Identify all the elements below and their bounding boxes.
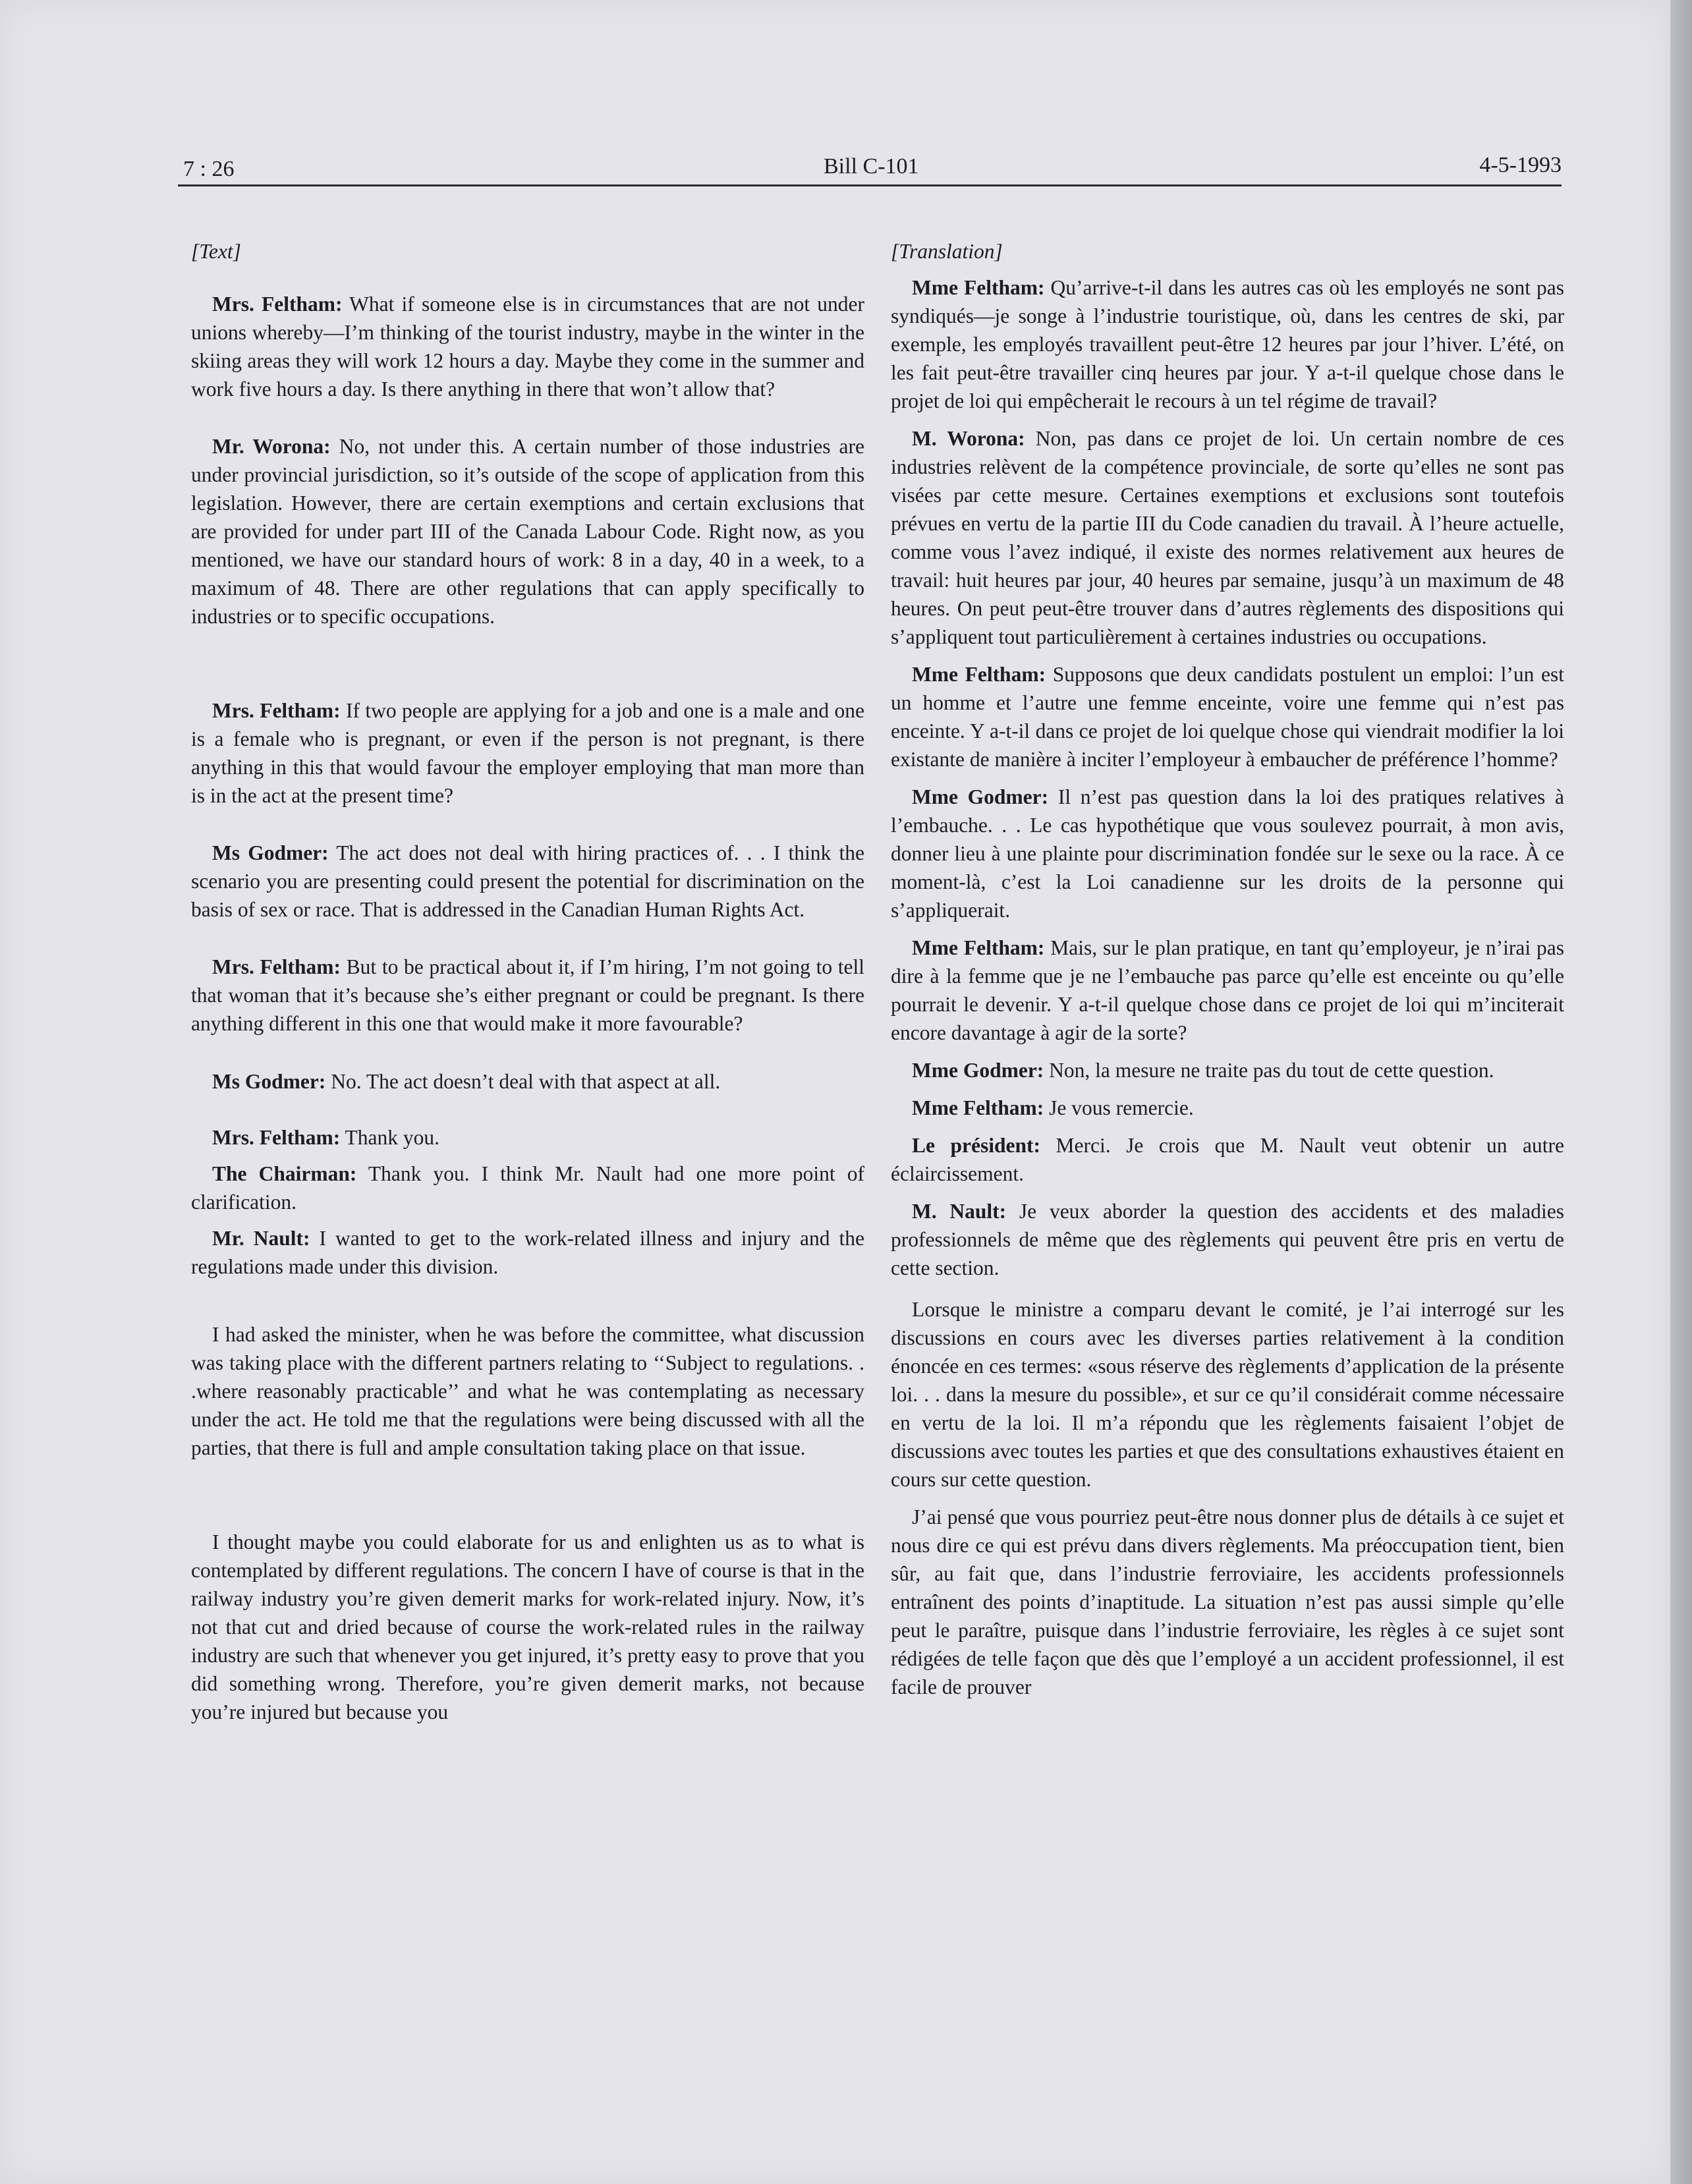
paragraph	[191, 953, 864, 1038]
paragraph	[891, 1094, 1564, 1122]
speech: The act does not deal with hiring practices of. . . I think the scenario you are presenting could present the potential for discrimination on the basis of sex or race. That is addressed in the Canadian Human Rights Act.	[191, 841, 864, 921]
speaker: Mme Feltham:	[912, 1096, 1044, 1119]
speech: What if someone else is in circumstances that are not under unions whereby—I’m thinking of the tourist industry, maybe in the winter in the skiing areas they will work 12 hours a day. Maybe they come in the summer and work five hours a day. Is there anything in there that won’t allow that?	[191, 293, 864, 401]
speaker: Le président:	[912, 1134, 1040, 1157]
speaker: Mrs. Feltham:	[212, 955, 341, 978]
speaker: Mr. Worona:	[212, 435, 331, 458]
speech: But to be practical about it, if I’m hiring, I’m not going to tell that woman that it’s because she’s either pregnant or could be pregnant. Is there anything different in this one that would make it more favourable?	[191, 955, 864, 1035]
paragraph	[891, 660, 1564, 773]
speaker: Ms Godmer:	[212, 841, 329, 864]
paragraph	[191, 290, 864, 403]
speech: Non, pas dans ce projet de loi. Un certain nombre de ces industries relèvent de la compétence provinciale, de sorte qu’elles ne sont pas visées par cette mesure. Certaines exemptions et exclusions sont toutefois prévues en vertu de la partie III du Code canadien du travail. À l’heure actuelle, comme vous l’avez indiqué, il existe des normes relativement aux heures de travail: huit heures par jour, 40 heures par semaine, jusqu’à un maximum de 48 heures. On peut peut-être trouver dans d’autres règlements des dispositions qui s’appliquent tout particulièrement à certaines industries ou occupations.	[891, 427, 1564, 648]
paragraph	[891, 1197, 1564, 1282]
french-column	[891, 237, 1564, 1701]
speech: Il n’est pas question dans la loi des pratiques relatives à l’embauche. . . Le cas hypothétique que vous soulevez pourrait, à mon avis, donner lieu à une plainte pour discrimination fondée sur le sexe ou la race. À ce moment-là, c’est la Loi canadienne sur les droits de la personne qui s’appliquerait.	[891, 785, 1564, 922]
paragraph	[891, 783, 1564, 924]
paragraph	[891, 934, 1564, 1047]
speaker: Mr. Nault:	[212, 1227, 310, 1250]
column-label: [Translation]	[891, 240, 1003, 263]
bill-title: Bill C-101	[824, 154, 919, 179]
paragraph	[891, 1056, 1564, 1084]
paragraph	[191, 696, 864, 810]
speaker: Mme Feltham:	[912, 936, 1045, 959]
header-rule	[178, 184, 1562, 186]
speaker: The Chairman:	[212, 1162, 357, 1185]
running-head	[178, 153, 1562, 184]
speaker: Mrs. Feltham:	[212, 293, 343, 316]
paragraph	[191, 1123, 864, 1152]
speech: Lorsque le ministre a comparu devant le comité, je l’ai interrogé sur les discussions en cours avec les diverses parties relativement à la condition énoncée en ces termes: «sous réserve des règlements d’application de la présente loi. . . dans la mesure du possible», et sur ce qu’il considérait comme nécessaire en vertu de la loi. Il m’a répondu que les règlements faisaient l’objet de discussions avec toutes les parties et que des consultations exhaustives étaient en cours sur cette question.	[891, 1298, 1564, 1491]
paragraph	[891, 1503, 1564, 1701]
speech: J’ai pensé que vous pourriez peut-être nous donner plus de détails à ce sujet et nous dire ce qui est prévu dans divers règlements. Ma préoccupation tient, bien sûr, au fait que, dans l’industrie ferroviaire, les accidents professionnels entraînent des points d’inaptitude. La situation n’est pas aussi simple qu’elle peut le paraître, puisque dans l’industrie ferroviaire, les règles à ce sujet sont rédigées de telle façon que dès que l’employé a un accident professionnel, il est facile de prouver	[891, 1505, 1564, 1698]
paragraph	[891, 424, 1564, 651]
issue-date: 4-5-1993	[1479, 153, 1562, 177]
speaker: Mrs. Feltham:	[212, 1126, 341, 1149]
speech: Qu’arrive-t-il dans les autres cas où les employés ne sont pas syndiqués—je songe à l’industrie touristique, où, dans les centres de ski, par exemple, les employés travaillent peut-être 12 heures par jour l’hiver. L’été, on les fait peut-être travailler cinq heures par jour. Y a-t-il quelque chose dans le projet de loi qui empêcherait le recours à un tel régime de travail?	[891, 276, 1565, 412]
speech: I wanted to get to the work-related illness and injury and the regulations made under this division.	[191, 1227, 864, 1278]
speaker: Mme Godmer:	[912, 785, 1049, 808]
page-reference: 7 : 26	[183, 157, 235, 181]
paragraph	[191, 1224, 864, 1281]
paragraph	[891, 1295, 1564, 1494]
speech: Je veux aborder la question des accidents et des maladies professionnels de même que des règlements qui peuvent être pris en vertu de cette section.	[891, 1200, 1564, 1279]
speech: If two people are applying for a job and one is a male and one is a female who is pregnant, or even if the person is not pregnant, is there anything in this that would favour the employer employing that man more than is in the act at the present time?	[191, 699, 864, 807]
paragraph	[191, 1160, 864, 1216]
speech: No. The act doesn’t deal with that aspect at all.	[325, 1070, 721, 1093]
speech: Supposons que deux candidats postulent un emploi: l’un est un homme et l’autre une femme enceinte, voire une femme qui n’est pas enceinte. Y a-t-il dans ce projet de loi quelque chose qui viendrait modifier la loi existante de manière à inciter l’employeur à embaucher de préférence l’homme?	[891, 663, 1564, 771]
paragraph	[191, 432, 864, 630]
paragraph	[891, 273, 1564, 415]
speech: Non, la mesure ne traite pas du tout de cette question.	[1044, 1059, 1494, 1082]
paragraph	[191, 1320, 864, 1462]
speaker: Mme Godmer:	[912, 1059, 1044, 1082]
speaker: M. Nault:	[912, 1200, 1007, 1223]
scan-right-edge	[1670, 0, 1692, 2184]
speech: Thank you.	[340, 1126, 439, 1149]
speech: Merci. Je crois que M. Nault veut obtenir un autre éclaircissement.	[891, 1134, 1564, 1185]
speech: Mais, sur le plan pratique, en tant qu’employeur, je n’irai pas dire à la femme que je ne l’embauche pas parce qu’elle est enceinte ou qu’elle pourrait le devenir. Y a-t-il quelque chose dans ce projet de loi qui m’inciterait encore davantage à agir de la sorte?	[891, 936, 1564, 1044]
speech: Thank you. I think Mr. Nault had one more point of clarification.	[191, 1162, 864, 1214]
paragraph	[191, 1528, 864, 1726]
speech: No, not under this. A certain number of those industries are under provincial jurisdiction, so it’s outside of the scope of application from this legislation. However, there are certain exemptions and certain exclusions that are provided for under part III of the Canada Labour Code. Right now, as you mentioned, we have our standard hours of work: 8 in a day, 40 in a week, to a maximum of 48. There are other regulations that can apply specifically to industries or to specific occupations.	[191, 435, 865, 628]
speaker: Mrs. Feltham:	[212, 699, 341, 722]
column-label: [Text]	[191, 240, 241, 263]
speaker: Mme Feltham:	[912, 276, 1045, 299]
paragraph	[891, 1131, 1564, 1188]
speech: I had asked the minister, when he was before the committee, what discussion was taking place with the different partners relating to ‘‘Subject to regulations. . .where reasonably practicable’’ and what he was contemplating as necessary under the act. He told me that the regulations were being discussed with all the parties, that there is full and ample consultation taking place on that issue.	[191, 1323, 864, 1459]
speech: Je vous remercie.	[1044, 1096, 1194, 1119]
speech: I thought maybe you could elaborate for us and enlighten us as to what is contemplated by different regulations. The concern I have of course is that in the railway industry you’re given demerit marks for work-related injury. Now, it’s not that cut and dried because of course the work-related rules in the railway industry are such that whenever you get injured, it’s pretty easy to prove that you did something wrong. Therefore, you’re given demerit marks, not because you’re injured but because you	[191, 1530, 864, 1723]
speaker: Mme Feltham:	[912, 663, 1046, 686]
speaker: Ms Godmer:	[212, 1070, 326, 1093]
english-column	[191, 237, 864, 1726]
speaker: M. Worona:	[912, 427, 1025, 450]
paragraph	[191, 1067, 864, 1096]
paragraph	[191, 839, 864, 924]
